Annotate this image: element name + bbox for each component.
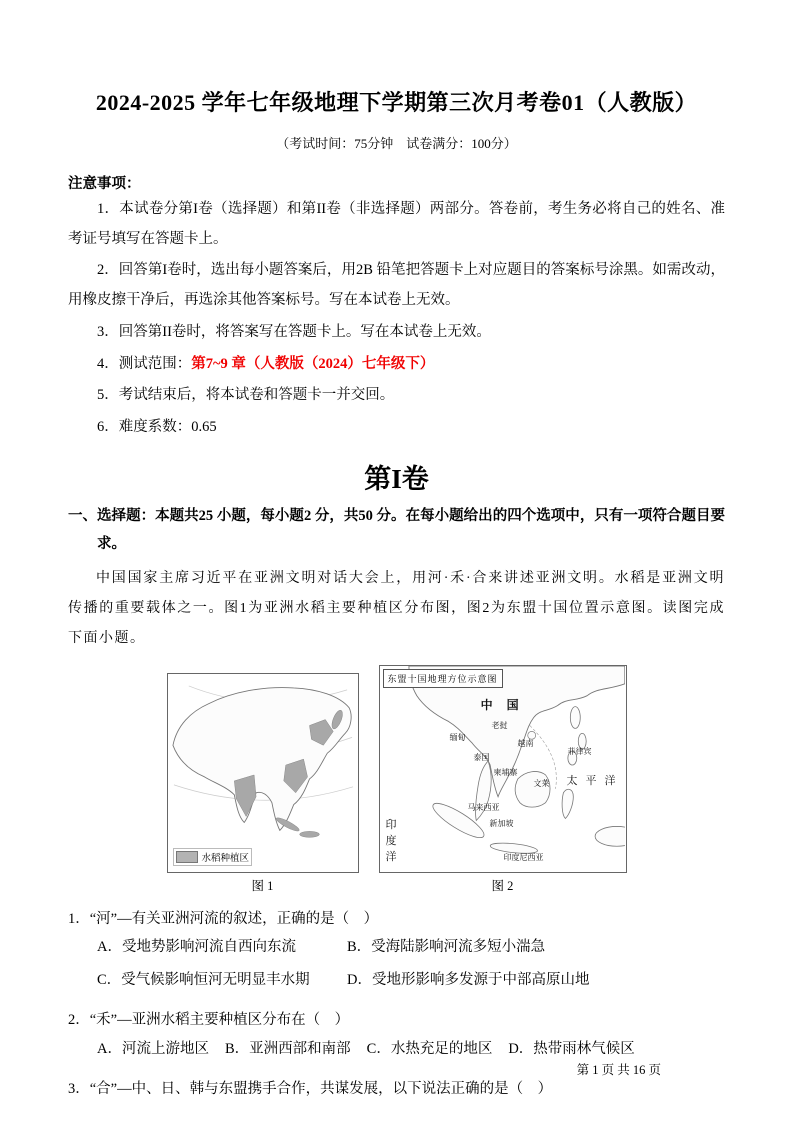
notice-item-6: 6．难度系数：0.65 xyxy=(97,419,217,436)
question-1-options xyxy=(68,933,725,995)
notice-item-3: 3．回答第II卷时，将答案写在答题卡上。写在本试卷上无效。 xyxy=(97,323,491,340)
map-label-laos: 老挝 xyxy=(491,720,508,730)
notice-item-4 xyxy=(68,350,725,380)
question-3-stem: 3．“合”—中、日、韩与东盟携手合作，共谋发展，以下说法正确的是（ ） xyxy=(68,1080,553,1097)
question-1-option-a: A．受地势影响河流自西向东流 xyxy=(97,939,296,956)
question-2-option-b: B．亚洲西部和南部 xyxy=(224,1040,351,1057)
map-label-malaysia: 马来西亚 xyxy=(467,802,500,812)
question-2-option-a: A．河流上游地区 xyxy=(97,1040,209,1057)
question-1 xyxy=(68,906,725,996)
question-2-stem: 2．“禾”—亚洲水稻主要种植区分布在（ ） xyxy=(68,1012,350,1029)
map-title-box: 东盟十国地理方位示意图 xyxy=(383,669,503,688)
map-label-myanmar: 缅甸 xyxy=(449,732,466,742)
exam-info-line: （考试时间：75分钟 试卷满分：100分） xyxy=(276,136,517,151)
section-1-heading: 第I卷 xyxy=(364,463,429,494)
notice-item-5: 5．考试结束后，将本试卷和答题卡一并交回。 xyxy=(97,387,395,404)
question-1-option-c: C．受气候影响恒河无明显丰水期 xyxy=(97,972,310,989)
page-title: 2024-2025 学年七年级地理下学期第三次月考卷01（人教版） xyxy=(95,90,698,115)
figure-2 xyxy=(379,665,627,894)
map-label-singapore: 新加坡 xyxy=(489,818,514,828)
legend-label: 水稻种植区 xyxy=(201,853,250,864)
map-label-cambodia: 柬埔寨 xyxy=(493,767,518,777)
figures-row xyxy=(68,665,725,894)
map-label-thailand: 泰国 xyxy=(473,752,490,762)
map-label-vietnam: 越南 xyxy=(517,738,534,748)
question-2 xyxy=(68,1007,725,1064)
question-1-option-b: B．受海陆影响河流多短小湍急 xyxy=(347,939,546,956)
map-label-china: 中国 xyxy=(480,697,533,712)
map-label-philippines: 菲律宾 xyxy=(567,746,592,756)
question-2-option-c: C．水热充足的地区 xyxy=(366,1040,493,1057)
map-label-pacific-ocean: 太平洋 xyxy=(566,774,624,787)
notice-item-1: 1．本试卷分第I卷（选择题）和第II卷（非选择题）两部分。答卷前，考生务必将自己的姓名、准考证号填写在答题卡上。 xyxy=(68,201,725,247)
question-2-option-d: D．热带雨林气候区 xyxy=(508,1040,635,1057)
test-range-highlight: 第7~9 章（人教版（2024）七年级下） xyxy=(191,355,435,372)
figure2-map xyxy=(379,665,627,873)
figure2-caption: 图 2 xyxy=(491,878,514,893)
map-label-indian-ocean: 印度洋 xyxy=(385,818,397,863)
rice-area-swatch xyxy=(176,851,198,863)
reading-passage: 中国国家主席习近平在亚洲文明对话大会上，用河·禾·合来讲述亚洲文明。水稻是亚洲文明传播的重要载体之一。图1为亚洲水稻主要种植区分布图，图2为东盟十国位置示意图。读图完成下面小题。 xyxy=(68,571,725,647)
question-1-stem: 1．“河”—有关亚洲河流的叙述，正确的是（ ） xyxy=(68,910,379,927)
figure-1 xyxy=(167,673,359,894)
notice-heading: 注意事项： xyxy=(68,176,141,192)
map-legend xyxy=(173,848,253,866)
map-label-brunei: 文莱 xyxy=(533,778,550,788)
notice-item-2: 2．回答第I卷时，选出每小题答案后，用2B 铅笔把答题卡上对应题目的答案标号涂黑。如需改动，用橡皮擦干净后，再选涂其他答案标号。写在本试卷上无效。 xyxy=(68,262,725,309)
notice-item-4-prefix: 4．测试范围： xyxy=(97,355,192,372)
question-3 xyxy=(68,1076,725,1104)
question-1-option-d: D．受地形影响多发源于中部高原山地 xyxy=(347,972,590,989)
multiple-choice-instructions: 一、选择题：本题共25 小题，每小题2 分，共50 分。在每小题给出的四个选项中，只有一项符合题目要求。 xyxy=(68,507,725,553)
figure1-map xyxy=(167,673,359,873)
figure1-caption: 图 1 xyxy=(251,878,274,893)
page-number-footer: 第 1 页 共 16 页 xyxy=(576,1063,661,1077)
map-label-indonesia: 印度尼西亚 xyxy=(503,852,544,862)
asia-rice-map-image xyxy=(169,674,357,870)
